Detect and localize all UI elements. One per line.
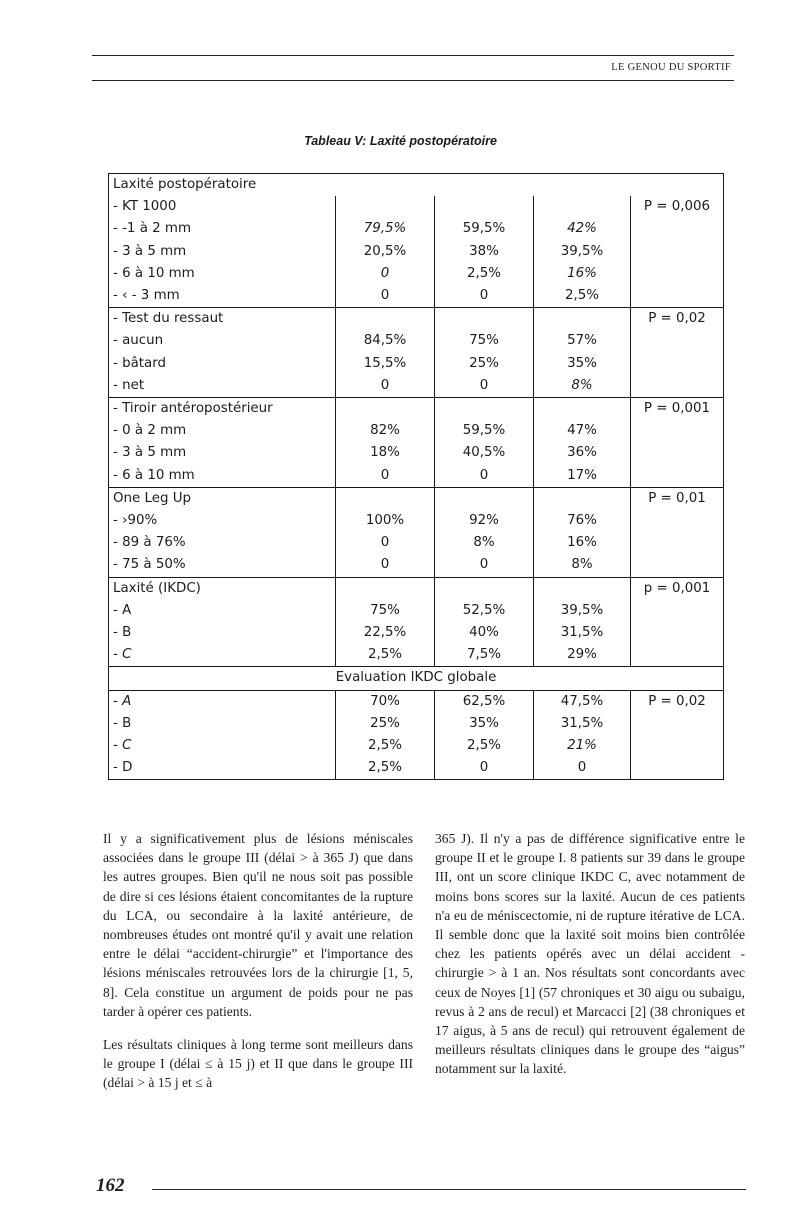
p-value-cell xyxy=(631,442,724,464)
value-cell-group-3: 16% xyxy=(534,263,631,285)
laxity-table xyxy=(108,173,724,780)
value-cell-group-1: 100% xyxy=(336,510,435,532)
value-cell-group-3 xyxy=(534,577,631,600)
p-value-cell: P = 0,02 xyxy=(631,690,724,713)
p-value-cell xyxy=(631,465,724,488)
p-value-cell: p = 0,001 xyxy=(631,577,724,600)
value-cell-group-3: 57% xyxy=(534,330,631,352)
value-cell-group-1: 0 xyxy=(336,263,435,285)
p-value-cell xyxy=(631,218,724,240)
p-value-cell xyxy=(631,532,724,554)
value-cell-group-3: 8% xyxy=(534,375,631,398)
p-value-cell xyxy=(631,713,724,735)
value-cell-group-1 xyxy=(336,398,435,421)
laxity-table-body xyxy=(109,174,724,780)
value-cell-group-1: 15,5% xyxy=(336,353,435,375)
value-cell-group-2: 0 xyxy=(435,757,534,780)
p-value-cell xyxy=(631,263,724,285)
value-cell-group-3: 76% xyxy=(534,510,631,532)
table-row xyxy=(109,713,724,735)
value-cell-group-1: 84,5% xyxy=(336,330,435,352)
table-row xyxy=(109,263,724,285)
body-paragraph: Les résultats cliniques à long terme sont meilleurs dans le groupe I (délai ≤ à 15 j) et II que dans le groupe III (délai > à 15 j et ≤ à xyxy=(103,1037,413,1091)
table-row xyxy=(109,330,724,352)
value-cell-group-1: 20,5% xyxy=(336,241,435,263)
row-label: - 3 à 5 mm xyxy=(113,243,187,259)
value-cell-group-1: 18% xyxy=(336,442,435,464)
value-cell-group-3: 39,5% xyxy=(534,241,631,263)
row-label: - D xyxy=(113,760,133,776)
p-value-cell xyxy=(631,757,724,780)
value-cell-group-1: 2,5% xyxy=(336,757,435,780)
row-label: - ›90% xyxy=(113,513,158,529)
value-cell-group-2: 35% xyxy=(435,713,534,735)
table-row xyxy=(109,600,724,622)
value-cell-group-3 xyxy=(534,398,631,421)
table-row xyxy=(109,577,724,600)
value-cell-group-3: 47% xyxy=(534,420,631,442)
value-cell-group-3: 8% xyxy=(534,554,631,577)
table-row xyxy=(109,487,724,510)
row-label: Laxité (IKDC) xyxy=(109,577,336,600)
value-cell-group-1 xyxy=(336,487,435,510)
p-value-cell xyxy=(631,622,724,644)
table-row xyxy=(109,644,724,667)
value-cell-group-1 xyxy=(336,577,435,600)
body-column-left xyxy=(103,829,413,1093)
value-cell-group-2 xyxy=(435,398,534,421)
value-cell-group-1: 0 xyxy=(336,554,435,577)
value-cell-group-2: 59,5% xyxy=(435,420,534,442)
p-value-cell xyxy=(631,420,724,442)
p-value-cell xyxy=(631,735,724,757)
value-cell-group-2: 38% xyxy=(435,241,534,263)
row-label: - KT 1000 xyxy=(113,199,177,215)
p-value-cell: P = 0,01 xyxy=(631,487,724,510)
value-cell-group-2: 8% xyxy=(435,532,534,554)
value-cell-group-2: 25% xyxy=(435,353,534,375)
value-cell-group-2: 62,5% xyxy=(435,690,534,713)
row-label: - A xyxy=(109,690,336,713)
value-cell-group-2: 40,5% xyxy=(435,442,534,464)
value-cell-group-3: 39,5% xyxy=(534,600,631,622)
table-row xyxy=(109,196,724,218)
value-cell-group-1: 22,5% xyxy=(336,622,435,644)
value-cell-group-2 xyxy=(435,196,534,218)
p-value-cell xyxy=(631,285,724,308)
table-title: Tableau V: Laxité postopératoire xyxy=(304,134,497,148)
value-cell-group-2: 75% xyxy=(435,330,534,352)
value-cell-group-2: 59,5% xyxy=(435,218,534,240)
value-cell-group-1: 0 xyxy=(336,465,435,488)
row-label: - B xyxy=(113,625,132,641)
p-value-cell xyxy=(631,644,724,667)
p-value-cell: P = 0,02 xyxy=(631,308,724,331)
row-label: - Tiroir antéropostérieur xyxy=(109,398,336,421)
body-paragraph: Il y a significativement plus de lésions méniscales associées dans le groupe III (délai > à 365 J) que dans les autres groupes. Bien qu'il ne nous soit pas possible de dire si ces lésions étaient concomitantes de la rupture du LCA, ou secondaire à la laxité antérieure, de nombreuses études ont montré qu'il y avait une relation entre le délai “accident-chirurgie” et l'importance des lésions méniscales retrouvées lors de la chirurgie [1, 5, 8]. Cela constitue un argument de poids pour ne pas tarder à opérer ces patients. xyxy=(103,831,413,1019)
table-row xyxy=(109,353,724,375)
value-cell-group-2: 0 xyxy=(435,285,534,308)
table-row xyxy=(109,308,724,331)
table-row xyxy=(109,420,724,442)
row-label: - 75 à 50% xyxy=(113,557,186,573)
table-row xyxy=(109,622,724,644)
value-cell-group-3: 31,5% xyxy=(534,713,631,735)
value-cell-group-2: 52,5% xyxy=(435,600,534,622)
p-value-cell xyxy=(631,330,724,352)
table-row xyxy=(109,532,724,554)
value-cell-group-3: 36% xyxy=(534,442,631,464)
row-label: - net xyxy=(113,377,145,393)
value-cell-group-2: 2,5% xyxy=(435,263,534,285)
row-label: - 0 à 2 mm xyxy=(113,423,187,439)
table-row xyxy=(109,465,724,488)
table-row xyxy=(109,375,724,398)
p-value-cell xyxy=(631,554,724,577)
value-cell-group-3: 2,5% xyxy=(534,285,631,308)
value-cell-group-3: 35% xyxy=(534,353,631,375)
value-cell-group-2: 2,5% xyxy=(435,735,534,757)
value-cell-group-3: 29% xyxy=(534,644,631,667)
value-cell-group-1: 0 xyxy=(336,285,435,308)
section-heading: Evaluation IKDC globale xyxy=(109,667,724,690)
value-cell-group-3: 31,5% xyxy=(534,622,631,644)
table-row xyxy=(109,690,724,713)
value-cell-group-2: 0 xyxy=(435,375,534,398)
value-cell-group-3: 0 xyxy=(534,757,631,780)
value-cell-group-3: 16% xyxy=(534,532,631,554)
p-value-cell: P = 0,001 xyxy=(631,398,724,421)
row-label: - C xyxy=(113,738,132,754)
row-label: - C xyxy=(113,647,132,663)
row-label: Laxité postopératoire xyxy=(113,177,257,192)
table-row xyxy=(109,218,724,240)
value-cell-group-1: 79,5% xyxy=(336,218,435,240)
value-cell-group-1 xyxy=(336,196,435,218)
p-value-cell: P = 0,006 xyxy=(631,196,724,218)
value-cell-group-2 xyxy=(435,487,534,510)
value-cell-group-2: 7,5% xyxy=(435,644,534,667)
value-cell-group-3: 21% xyxy=(534,735,631,757)
table-row xyxy=(109,757,724,780)
table-row xyxy=(109,174,724,197)
header-rule-top xyxy=(92,55,734,56)
row-label: One Leg Up xyxy=(109,487,336,510)
value-cell-group-1: 25% xyxy=(336,713,435,735)
value-cell-group-1: 70% xyxy=(336,690,435,713)
row-label: - 6 à 10 mm xyxy=(113,265,195,281)
p-value-cell xyxy=(631,600,724,622)
row-label: - bâtard xyxy=(113,355,167,371)
value-cell-group-1: 0 xyxy=(336,375,435,398)
value-cell-group-3 xyxy=(534,308,631,331)
table-row xyxy=(109,398,724,421)
value-cell-group-2: 0 xyxy=(435,465,534,488)
table-row xyxy=(109,285,724,308)
row-label: - ‹ - 3 mm xyxy=(113,288,180,304)
value-cell-group-1: 2,5% xyxy=(336,644,435,667)
table-row xyxy=(109,554,724,577)
row-label: - 6 à 10 mm xyxy=(113,467,195,483)
table-row xyxy=(109,241,724,263)
table-row xyxy=(109,510,724,532)
row-label: - B xyxy=(113,715,132,731)
row-label: - 89 à 76% xyxy=(113,535,186,551)
value-cell-group-3: 47,5% xyxy=(534,690,631,713)
header-rule-bottom xyxy=(92,80,734,81)
table-row xyxy=(109,667,724,690)
row-label: - aucun xyxy=(113,333,164,349)
table-row xyxy=(109,735,724,757)
p-value-cell xyxy=(631,375,724,398)
value-cell-group-3: 17% xyxy=(534,465,631,488)
p-value-cell xyxy=(631,241,724,263)
value-cell-group-2: 92% xyxy=(435,510,534,532)
value-cell-group-2 xyxy=(435,577,534,600)
body-column-right xyxy=(435,829,745,1079)
value-cell-group-1: 0 xyxy=(336,532,435,554)
row-label: - 3 à 5 mm xyxy=(113,445,187,461)
p-value-cell xyxy=(631,510,724,532)
value-cell-group-3: 42% xyxy=(534,218,631,240)
value-cell-group-1: 75% xyxy=(336,600,435,622)
value-cell-group-1: 82% xyxy=(336,420,435,442)
value-cell-group-1: 2,5% xyxy=(336,735,435,757)
value-cell-group-1 xyxy=(336,308,435,331)
value-cell-group-2 xyxy=(435,308,534,331)
body-paragraph: 365 J). Il n'y a pas de différence significative entre le groupe II et le groupe I. 8 patients sur 39 dans le groupe III, ont un score clinique IKDC C, avec notamment de moins bons scores sur la laxité. Aucun de ces patients n'a eu de méniscectomie, ni de rupture itérative de LCA. Il semble donc que la laxité soit moins bien contrôlée chez les patients opérés avec un délai accident - chirurgie > à 1 an. Nos résultats sont concordants avec ceux de Noyes [1] (57 chroniques et 30 aigu ou subaigu, revus à 2 ans de recul) et Marcacci [2] (38 chroniques et 17 aigus, à 5 ans de recul) qui retrouvent également de meilleurs résultats cliniques dans le groupe des “aigus” notamment sur la laxité. xyxy=(435,831,745,1077)
value-cell-group-2: 40% xyxy=(435,622,534,644)
page-number: 162 xyxy=(96,1175,125,1196)
value-cell-group-3 xyxy=(534,196,631,218)
row-label: - Test du ressaut xyxy=(109,308,336,331)
row-label: - A xyxy=(113,602,132,618)
footer-rule xyxy=(152,1189,746,1190)
running-header: LE GENOU DU SPORTIF xyxy=(611,62,731,73)
row-label: - -1 à 2 mm xyxy=(113,221,192,237)
p-value-cell xyxy=(631,353,724,375)
value-cell-group-2: 0 xyxy=(435,554,534,577)
table-row xyxy=(109,442,724,464)
value-cell-group-3 xyxy=(534,487,631,510)
